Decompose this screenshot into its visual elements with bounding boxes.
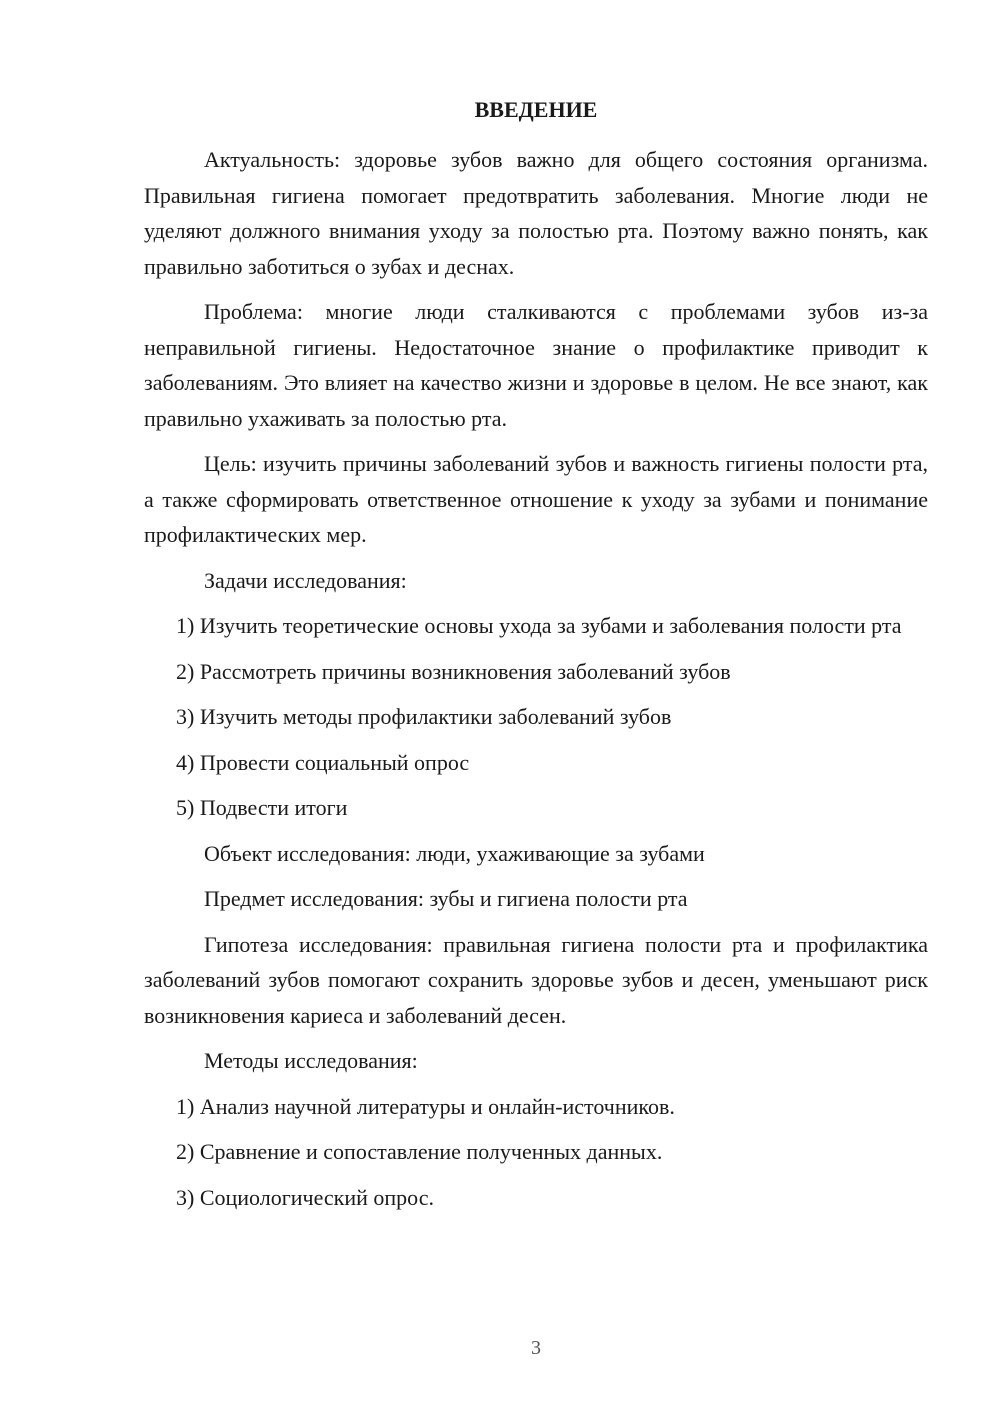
task-item-4: 4) Провести социальный опрос [176,749,470,775]
task-item-1: 1) Изучить теоретические основы ухода за зубами и заболевания полости рта [176,613,902,638]
method-item-3: 3) Социологический опрос. [176,1184,434,1210]
document-title: ВВЕДЕНИЕ [474,97,598,122]
method-item-2: 2) Сравнение и сопоставление полученных данных. [176,1139,663,1164]
task-item-5: 5) Подвести итоги [176,795,348,820]
task-item-2: 2) Рассмотреть причины возникновения заболеваний зубов [176,658,731,684]
paragraph-tasks-heading: Задачи исследования: [204,567,407,593]
paragraph-methods-heading: Методы исследования: [204,1048,418,1073]
paragraph-problem: Проблема: многие люди сталкиваются с проблемами зубов из-за неправильной гигиены. Недостаточное знание о профилактике приводит к заболеваниям. Это влияет на качество жизни и здоровье в целом. Не все знают, как правильно ухаживать за полостью рта. [144,299,928,431]
paragraph-subject: Предмет исследования: зубы и гигиена полости рта [204,886,688,911]
task-item-3: 3) Изучить методы профилактики заболеваний зубов [176,704,672,729]
page-number: 3 [531,1337,541,1359]
paragraph-hypothesis: Гипотеза исследования: правильная гигиена полости рта и профилактика заболеваний зубов помогают сохранить здоровье зубов и десен, уменьшают риск возникновения кариеса и заболеваний десен. [144,931,928,1028]
paragraph-object: Объект исследования: люди, ухаживающие за зубами [204,840,705,866]
method-item-1: 1) Анализ научной литературы и онлайн-источников. [176,1093,675,1119]
document-page [144,0,928,1414]
paragraph-goal: Цель: изучить причины заболеваний зубов и важность гигиены полости рта, а также сформировать ответственное отношение к уходу за зубами и понимание профилактических мер. [144,451,928,547]
document-body [144,142,928,1225]
paragraph-relevance: Актуальность: здоровье зубов важно для общего состояния организма. Правильная гигиена помогает предотвратить заболевания. Многие люди не уделяют должного внимания уходу за полостью рта. Поэтому важно понять, как правильно заботиться о зубах и деснах. [144,147,928,279]
